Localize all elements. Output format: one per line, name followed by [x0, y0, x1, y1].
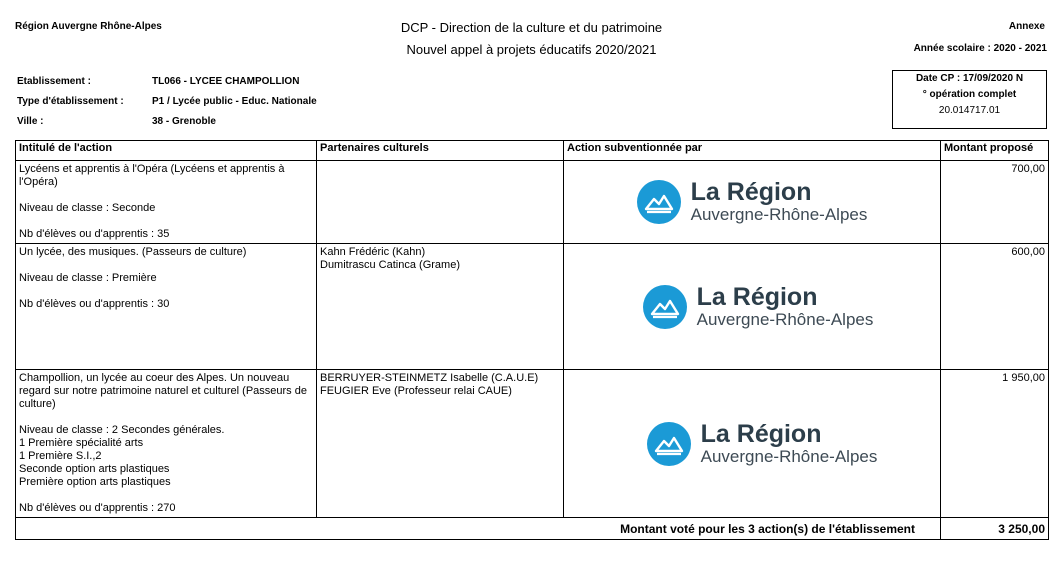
logo-subtitle: Auvergne-Rhône-Alpes — [700, 446, 878, 466]
logo-title: La Région — [700, 419, 822, 448]
action-line: 1 Première S.I.,2 — [19, 450, 102, 462]
region-mountain-logo-icon — [647, 422, 691, 466]
region-mountain-logo-icon — [643, 285, 687, 329]
funder-cell — [564, 244, 941, 370]
annex-label: Annexe — [1008, 21, 1045, 32]
table-row — [16, 370, 1049, 518]
funder-cell — [564, 370, 941, 518]
action-line: Nb d'élèves ou d'apprentis : 30 — [19, 298, 170, 310]
action-line — [19, 259, 313, 272]
school-year: Année scolaire : 2020 - 2021 — [913, 43, 1047, 54]
logo-subtitle: Auvergne-Rhône-Alpes — [690, 205, 868, 224]
region-mountain-logo-icon — [637, 180, 681, 224]
action-cell — [16, 244, 317, 370]
region-logo — [567, 421, 937, 467]
region-logo — [567, 179, 937, 225]
establishment-label: Etablissement : — [17, 76, 91, 87]
logo-title: La Région — [696, 282, 818, 311]
amount-cell: 1 950,00 — [941, 370, 1049, 518]
info-box — [892, 70, 1047, 129]
header-amount: Montant proposé — [941, 141, 1049, 161]
logo-subtitle: Auvergne-Rhône-Alpes — [696, 309, 874, 329]
document-title: DCP - Direction de la culture et du patrimoine — [400, 20, 663, 35]
action-line — [19, 215, 313, 228]
partners-cell — [317, 244, 564, 370]
operation-ref: 20.014717.01 — [938, 105, 1001, 116]
action-line: Seconde option arts plastiques — [19, 463, 170, 475]
amount-cell: 600,00 — [941, 244, 1049, 370]
date-cp: Date CP : 17/09/2020 N — [915, 73, 1024, 84]
action-line: Champollion, un lycée au coeur des Alpes. Un nouveau regard sur notre patrimoine naturel et culturel (Passeurs de culture) — [19, 372, 311, 410]
action-line: Première option arts plastiques — [19, 476, 171, 488]
action-line: Un lycée, des musiques. (Passeurs de culture) — [19, 246, 247, 258]
partner-line: Dumitrascu Catinca (Grame) — [320, 259, 460, 271]
table-row — [16, 161, 1049, 244]
amount-cell: 700,00 — [941, 161, 1049, 244]
action-line: 1 Première spécialité arts — [19, 437, 144, 449]
actions-table — [15, 140, 1049, 540]
header-funder: Action subventionnée par — [564, 141, 941, 161]
logo-title: La Région — [690, 178, 812, 206]
action-line: Niveau de classe : Première — [19, 272, 157, 284]
partners-cell — [317, 370, 564, 518]
funder-cell — [564, 161, 941, 244]
action-line: Nb d'élèves ou d'apprentis : 35 — [19, 228, 170, 240]
header-partners: Partenaires culturels — [317, 141, 564, 161]
action-line — [19, 411, 313, 424]
establishment-name: TL066 - LYCEE CHAMPOLLION — [152, 76, 300, 87]
action-line: Lycéens et apprentis à l'Opéra (Lycéens et apprentis à l'Opéra) — [19, 163, 288, 188]
document-subtitle: Nouvel appel à projets éducatifs 2020/2021 — [406, 42, 657, 57]
action-cell — [16, 161, 317, 244]
total-value: 3 250,00 — [941, 518, 1049, 540]
region-logo — [567, 284, 937, 330]
city-label: Ville : — [17, 116, 44, 127]
table-header-row — [16, 141, 1049, 161]
action-line — [19, 285, 313, 298]
action-line — [19, 489, 313, 502]
partner-line: BERRUYER-STEINMETZ Isabelle (C.A.U.E) — [320, 372, 539, 384]
partners-cell — [317, 161, 564, 244]
action-line: Nb d'élèves ou d'apprentis : 270 — [19, 502, 176, 514]
total-label: Montant voté pour les 3 action(s) de l'établissement — [16, 518, 941, 540]
establishment-city: 38 - Grenoble — [152, 116, 216, 127]
action-line: Niveau de classe : 2 Secondes générales. — [19, 424, 225, 436]
partner-line: FEUGIER Eve (Professeur relai CAUE) — [320, 385, 512, 397]
header-action: Intitulé de l'action — [16, 141, 317, 161]
action-line — [19, 189, 313, 202]
operation-status: ° opération complet — [922, 89, 1017, 100]
action-cell — [16, 370, 317, 518]
establishment-type: P1 / Lycée public - Educ. Nationale — [152, 96, 317, 107]
action-line: Niveau de classe : Seconde — [19, 202, 156, 214]
table-row — [16, 244, 1049, 370]
total-row — [16, 518, 1049, 540]
type-label: Type d'établissement : — [17, 96, 124, 107]
region-name: Région Auvergne Rhône-Alpes — [15, 21, 162, 32]
partner-line: Kahn Frédéric (Kahn) — [320, 246, 426, 258]
